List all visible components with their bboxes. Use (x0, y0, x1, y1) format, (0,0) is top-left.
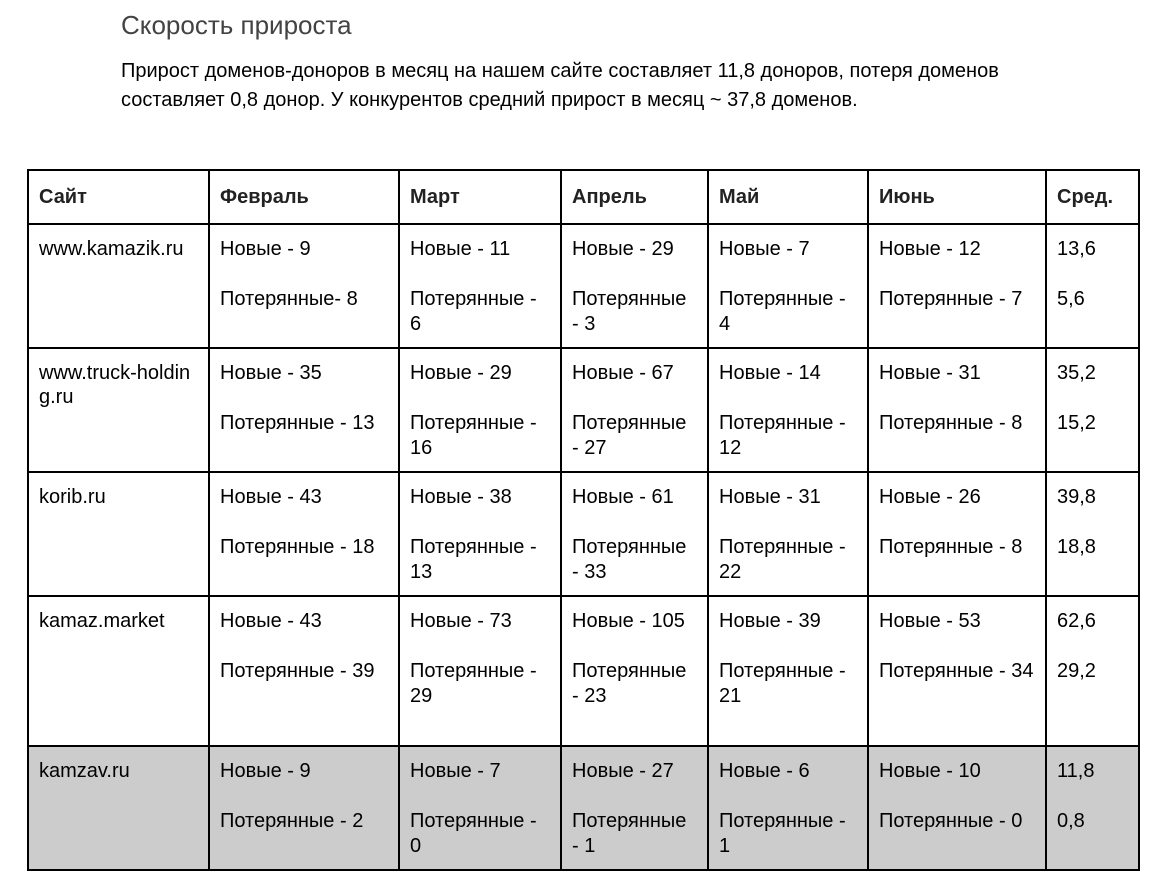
average-new: 35,2 (1057, 362, 1096, 384)
site-cell: www.truck-holding.ru (28, 348, 209, 472)
table-row (28, 472, 1139, 596)
month-cell (868, 746, 1046, 870)
site-cell: kamaz.market (28, 596, 209, 746)
lost-count: Потерянные - 33 (572, 536, 687, 583)
new-count: Новые - 43 (220, 486, 322, 508)
lost-count: Потерянные - 3 (572, 288, 687, 335)
table-row (28, 596, 1139, 746)
header-site: Сайт (28, 170, 209, 224)
average-new: 62,6 (1057, 610, 1096, 632)
average-new: 11,8 (1057, 760, 1095, 782)
header-march: Март (399, 170, 561, 224)
header-june: Июнь (868, 170, 1046, 224)
average-new: 13,6 (1057, 238, 1096, 260)
new-count: Новые - 105 (572, 610, 685, 632)
lost-count: Потерянные - 16 (410, 412, 537, 459)
new-count: Новые - 27 (572, 760, 674, 782)
new-count: Новые - 35 (220, 362, 322, 384)
lost-count: Потерянные - 8 (879, 536, 1023, 558)
lost-count: Потерянные - 23 (572, 660, 687, 707)
growth-table (27, 169, 1140, 871)
new-count: Новые - 61 (572, 486, 674, 508)
month-cell (399, 348, 561, 472)
intro-paragraph: Прирост доменов-доноров в месяц на нашем сайте составляет 11,8 доноров, потеря доменов составляет 0,8 донор. У конкурентов средний прирост в месяц ~ 37,8 доменов. (121, 60, 999, 111)
average-cell (1046, 596, 1139, 746)
month-cell (209, 348, 399, 472)
site-cell: kamzav.ru (28, 746, 209, 870)
lost-count: Потерянные - 1 (719, 810, 846, 857)
section-heading: Скорость прироста (121, 10, 352, 40)
average-cell (1046, 472, 1139, 596)
table-row (28, 224, 1139, 348)
new-count: Новые - 11 (410, 238, 511, 260)
month-cell (561, 224, 708, 348)
lost-count: Потерянные - 18 (220, 536, 375, 558)
header-may: Май (708, 170, 868, 224)
average-lost: 0,8 (1057, 810, 1085, 832)
lost-count: Потерянные - 27 (572, 412, 687, 459)
month-cell (399, 746, 561, 870)
new-count: Новые - 29 (572, 238, 674, 260)
lost-count: Потерянные - 21 (719, 660, 846, 707)
average-cell (1046, 348, 1139, 472)
header-average: Сред. (1046, 170, 1139, 224)
month-cell (209, 746, 399, 870)
lost-count: Потерянные - 12 (719, 412, 846, 459)
new-count: Новые - 39 (719, 610, 821, 632)
site-cell: www.kamazik.ru (28, 224, 209, 348)
month-cell (708, 596, 868, 746)
new-count: Новые - 53 (879, 610, 981, 632)
average-new: 39,8 (1057, 486, 1096, 508)
month-cell (561, 472, 708, 596)
lost-count: Потерянные - 0 (410, 810, 537, 857)
lost-count: Потерянные - 7 (879, 288, 1023, 310)
month-cell (708, 348, 868, 472)
new-count: Новые - 73 (410, 610, 512, 632)
new-count: Новые - 12 (879, 238, 981, 260)
site-cell: korib.ru (28, 472, 209, 596)
table-row (28, 348, 1139, 472)
new-count: Новые - 9 (220, 760, 311, 782)
lost-count: Потерянные - 6 (410, 288, 537, 335)
new-count: Новые - 29 (410, 362, 512, 384)
month-cell (868, 224, 1046, 348)
new-count: Новые - 31 (719, 486, 821, 508)
month-cell (868, 472, 1046, 596)
table-header-row (28, 170, 1139, 224)
new-count: Новые - 67 (572, 362, 674, 384)
month-cell (561, 746, 708, 870)
average-cell (1046, 224, 1139, 348)
month-cell (708, 746, 868, 870)
new-count: Новые - 7 (719, 238, 810, 260)
month-cell (209, 224, 399, 348)
lost-count: Потерянные - 1 (572, 810, 687, 857)
lost-count: Потерянные - 39 (220, 660, 375, 682)
average-lost: 18,8 (1057, 536, 1096, 558)
month-cell (399, 472, 561, 596)
month-cell (209, 596, 399, 746)
month-cell (708, 224, 868, 348)
lost-count: Потерянные- 8 (220, 288, 358, 310)
new-count: Новые - 7 (410, 760, 501, 782)
lost-count: Потерянные - 8 (879, 412, 1023, 434)
month-cell (209, 472, 399, 596)
lost-count: Потерянные - 0 (879, 810, 1023, 832)
lost-count: Потерянные - 13 (220, 412, 375, 434)
new-count: Новые - 10 (879, 760, 981, 782)
table-row (28, 746, 1139, 870)
month-cell (868, 596, 1046, 746)
new-count: Новые - 38 (410, 486, 512, 508)
month-cell (399, 224, 561, 348)
month-cell (708, 472, 868, 596)
new-count: Новые - 31 (879, 362, 981, 384)
average-lost: 5,6 (1057, 288, 1085, 310)
month-cell (868, 348, 1046, 472)
new-count: Новые - 43 (220, 610, 322, 632)
header-february: Февраль (209, 170, 399, 224)
lost-count: Потерянные - 34 (879, 660, 1034, 682)
month-cell (561, 348, 708, 472)
month-cell (399, 596, 561, 746)
average-lost: 15,2 (1057, 412, 1096, 434)
average-lost: 29,2 (1057, 660, 1096, 682)
average-cell (1046, 746, 1139, 870)
month-cell (561, 596, 708, 746)
new-count: Новые - 9 (220, 238, 311, 260)
lost-count: Потерянные - 22 (719, 536, 846, 583)
new-count: Новые - 6 (719, 760, 810, 782)
lost-count: Потерянные - 29 (410, 660, 537, 707)
lost-count: Потерянные - 2 (220, 810, 364, 832)
new-count: Новые - 26 (879, 486, 981, 508)
lost-count: Потерянные - 4 (719, 288, 846, 335)
new-count: Новые - 14 (719, 362, 821, 384)
lost-count: Потерянные - 13 (410, 536, 537, 583)
header-april: Апрель (561, 170, 708, 224)
